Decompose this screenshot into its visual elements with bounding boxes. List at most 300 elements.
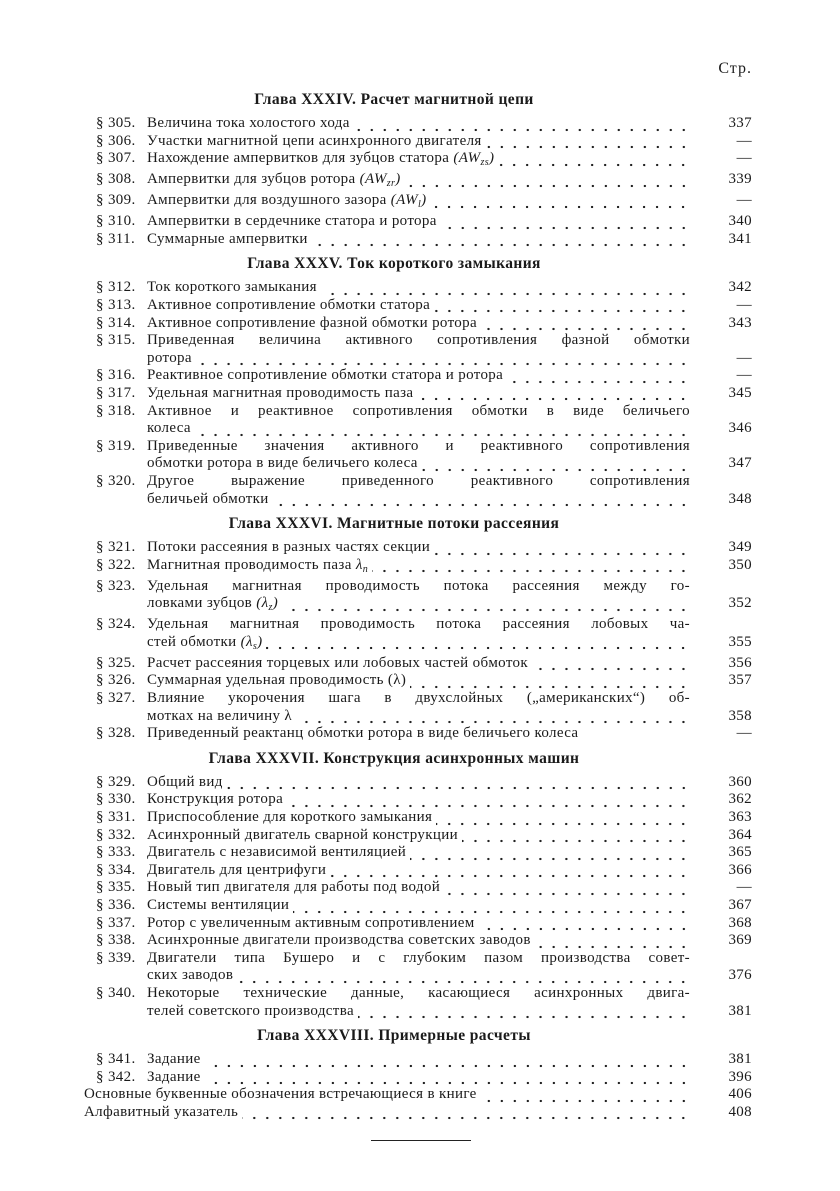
toc-entry-line [96,385,752,403]
dot-leader [481,1086,690,1104]
toc-entry-line [96,616,752,634]
dot-leader [507,367,690,385]
toc-entry [96,879,752,897]
toc-entry [96,578,752,617]
toc-entry-line [96,279,752,297]
formula-symbol: $(\lambda_s)$ [236,633,263,652]
formula-symbol: $(AW_{zr})$ [355,171,401,190]
formula-symbol [352,557,368,573]
toc-entry [96,897,752,915]
toc-entry-line [96,367,752,385]
toc-entry [96,791,752,809]
dot-leader [312,231,690,249]
page-number: 352 [728,595,752,612]
section-number: § 330. [96,791,136,808]
page-number: 406 [728,1086,752,1103]
page-number: — [736,349,752,366]
toc-body [84,89,752,1122]
toc-entry [96,932,752,950]
section-number: § 322. [96,556,136,573]
section-title-text: ротора [147,349,192,366]
section-title [147,1069,201,1087]
toc-entry-line [96,403,752,421]
section-number: § 333. [96,844,136,861]
section-title [147,455,418,473]
dot-leader [205,1051,690,1069]
chapter-section [96,89,752,248]
page-number: 349 [728,539,752,556]
dot-leader [486,133,690,151]
toc-entry-line [96,915,752,933]
section-title [147,367,503,385]
page-number: 345 [728,384,752,401]
section-title-text: стей обмотки [147,633,237,650]
section-number: § 328. [96,725,136,742]
section-number: § 342. [96,1068,136,1085]
section-title-text: Нахождение ампервитков для зубцов статора [147,150,450,167]
section-number: § 320. [96,472,136,489]
toc-entry-line [96,862,752,880]
section-number: § 329. [96,773,136,790]
section-title-text: Основные буквенные обозначения встречающиеся в книге [84,1086,477,1103]
section-number: § 308. [96,171,136,188]
section-title [147,213,437,231]
toc-entry-line [96,332,752,350]
section-number: § 324. [96,616,136,633]
section-title-text: Задание [147,1068,201,1085]
dot-leader [354,115,690,133]
toc-entry-line [96,725,752,743]
section-title-text: Приведенная величина активного сопротивления фазной обмотки [147,332,690,349]
page-number: — [736,192,752,209]
page-number: 339 [728,171,752,188]
section-title [147,616,690,634]
section-number: § 340. [96,984,136,1001]
toc-entry-line [96,491,752,509]
section-title [147,655,528,673]
page-number: 368 [728,914,752,931]
section-title-text: обмотки ротора в виде беличьего колеса [147,455,418,472]
toc-entry-line [96,315,752,333]
toc-entry-line [96,634,752,655]
toc-entry [96,438,752,473]
section-title [147,279,317,297]
toc-entry-line [96,231,752,249]
section-title-text: Ампервитки в сердечнике статора и ротора [147,213,437,230]
dot-leader [293,897,690,915]
section-number: § 335. [96,879,136,896]
section-title [147,403,690,421]
section-title-text: Ток короткого замыкания [147,279,317,296]
section-number: § 323. [96,577,136,594]
section-title [147,967,233,985]
chapter-section [96,253,752,508]
section-title-text: Приведенные значения активного и реактивного сопротивления [147,437,690,454]
toc-entry [96,655,752,673]
section-title-text: Потоки рассеяния в разных частях секции [147,539,431,556]
chapter-section [84,1025,752,1121]
toc-entry-line [96,708,752,726]
section-title [147,1003,354,1021]
toc-entry-line [96,213,752,231]
toc-entry-line [96,539,752,557]
section-title [147,862,326,880]
section-title-text: Другое выражение приведенного реактивного сопротивления [147,472,690,489]
dot-leader [266,634,690,652]
section-number: § 337. [96,914,136,931]
toc-entry-line [96,473,752,491]
toc-entry-line [96,150,752,171]
page-number: 381 [728,1002,752,1019]
section-title-text: Некоторые технические данные, касающиеся асинхронных двига- [147,984,690,1001]
dot-leader [296,708,690,726]
chapter-title: Глава XXXVII. Конструкция асинхронных машин [208,749,580,767]
section-title-text: Удельная магнитная проводимость потока рассеяния лобовых ча- [147,616,690,633]
toc-entry [96,539,752,557]
toc-entry [96,315,752,333]
section-number: § 327. [96,690,136,707]
section-title-text: ских заводов [147,967,234,984]
section-title [147,438,690,456]
section-title [147,315,477,333]
toc-entry-line [96,115,752,133]
section-number: § 338. [96,932,136,949]
dot-leader [405,171,690,189]
section-title-text: Реактивное сопротивление обмотки статора и ротора [147,367,504,384]
section-title-text: Ротор с увеличенным активным сопротивлением [147,914,475,931]
toc-entry-line [96,827,752,845]
toc-entry [96,115,752,133]
section-title [147,809,432,827]
section-title-text: Асинхронные двигатели производства советских заводов [147,932,531,949]
dot-leader [535,932,690,950]
chapter-title: Глава XXXIV. Расчет магнитной цепи [254,91,534,108]
toc-entry [96,1069,752,1087]
dot-leader [195,420,690,438]
page-number: 357 [728,672,752,689]
toc-entry-line [96,171,752,192]
toc-entry [96,213,752,231]
section-number: § 332. [96,826,136,843]
section-title-text: ловками зубцов [147,595,253,612]
section-title [147,985,690,1003]
toc-entry [96,844,752,862]
section-number: § 314. [96,314,136,331]
formula-subscript: n [362,563,369,575]
section-title-text: телей советского производства [147,1002,354,1019]
section-title [147,171,401,189]
formula-main: λ [355,556,363,573]
dot-leader [372,557,690,575]
page-number: 355 [728,633,752,650]
toc-entry-line [96,791,752,809]
formula-symbol: $(AW_{zs})$ [449,150,495,169]
toc-entry-line [96,655,752,673]
chapter-section [96,513,752,743]
page-number: 364 [728,826,752,843]
section-title [147,774,223,792]
section-number: § 321. [96,539,136,556]
section-title-text: Активное сопротивление фазной обмотки ротора [147,314,477,331]
toc-entry-line [96,455,752,473]
section-title [147,827,458,845]
toc-entry-line [96,1003,752,1021]
section-title [147,150,494,168]
section-title [147,578,690,596]
section-number: § 313. [96,296,136,313]
toc-entry [96,774,752,792]
formula-symbol: $(\lambda_z)$ [252,595,279,614]
page-number: 381 [728,1051,752,1068]
section-title-text: мотках на величину λ [147,707,293,724]
page-number: 360 [728,773,752,790]
toc-entry [96,1051,752,1069]
section-title [147,385,413,403]
dot-leader [227,774,690,792]
dot-leader [287,791,690,809]
section-title-text: Приведенный реактанц обмотки ротора в виде беличьего колеса [147,725,579,742]
section-number: § 318. [96,402,136,419]
section-title [147,1051,201,1069]
section-number: § 326. [96,672,136,689]
toc-entry-line [96,297,752,315]
toc-entry [96,985,752,1020]
page-number: 337 [728,115,752,131]
toc-entry-line [96,774,752,792]
page-number: 358 [728,707,752,724]
section-title [147,332,690,350]
toc-entry [96,385,752,403]
dot-leader [532,655,690,673]
toc-entry [84,1103,752,1122]
toc-entry-line [96,350,752,368]
section-title-text: Двигатели типа Бушеро и с глубоким пазом производства совет- [147,949,690,966]
section-title-text: Конструкция ротора [147,791,284,808]
section-title-text: Ампервитки для зубцов ротора [147,171,356,188]
page-number: — [736,725,752,742]
page-number: 356 [728,654,752,671]
section-title [147,420,191,438]
toc-entry [96,557,752,578]
section-number: § 311. [96,230,136,247]
chapter-title: Глава XXXV. Ток короткого замыкания [247,255,541,273]
section-number: § 306. [96,132,136,149]
section-number: § 310. [96,213,136,230]
section-title [84,1086,477,1104]
dot-leader [321,279,690,297]
table-of-contents [84,60,752,1122]
section-title-text: Величина тока холостого хода [147,115,350,131]
section-title [147,897,289,915]
section-title [147,115,350,133]
dot-leader [498,150,690,168]
dot-leader [422,455,690,473]
section-title [147,708,292,726]
dot-leader [273,491,690,509]
toc-entry-line [96,578,752,596]
toc-entry [96,809,752,827]
section-title-text: Удельная магнитная проводимость паза [147,384,414,401]
toc-entry-line [96,420,752,438]
section-title [147,844,406,862]
formula-symbol: $(AW_l)$ [386,192,427,211]
section-number: § 325. [96,654,136,671]
toc-entry-line [96,133,752,151]
dot-leader [242,1104,690,1122]
toc-entry [96,473,752,508]
toc-entry [96,862,752,880]
page-number: — [736,296,752,313]
section-title-text: колеса [147,420,191,437]
toc-entry-line [96,809,752,827]
section-title-text: Влияние укорочения шага в двухслойных („американских“) об- [147,690,690,707]
section-title-text: Ампервитки для воздушного зазора [147,192,387,209]
section-title [147,595,278,613]
dot-leader [417,385,690,403]
chapter-title: Глава XXXVI. Магнитные потоки рассеяния [228,515,560,533]
section-title-text: Суммарные ампервитки [147,230,308,247]
page-number: 348 [728,490,752,507]
dot-leader [462,827,690,845]
toc-entry [96,332,752,367]
formula-subscript: l [417,199,422,211]
end-rule-divider [371,1140,471,1141]
section-title-text: Асинхронный двигатель сварной конструкции [147,826,459,843]
page-number: 369 [728,932,752,949]
section-title-text: беличьей обмотки [147,490,269,507]
page-number: 408 [728,1103,752,1120]
dot-leader [479,915,690,933]
toc-entry-line [96,1051,752,1069]
page-number: — [736,150,752,167]
dot-leader [410,844,690,862]
section-title [147,557,368,575]
page-number: 367 [728,897,752,913]
section-title-text: Алфавитный указатель [84,1103,239,1120]
toc-entry [96,171,752,192]
section-number: § 312. [96,279,136,296]
formula-main: AW [458,150,481,167]
toc-entry-line [96,950,752,968]
page-number: 365 [728,844,752,861]
page-number: 341 [728,230,752,247]
toc-entry-line [96,1069,752,1087]
toc-entry [96,616,752,655]
toc-entry-line [96,438,752,456]
toc-entry [96,725,752,743]
toc-entry [96,403,752,438]
toc-entry-line [84,1103,752,1122]
section-title-text: Удельная магнитная проводимость потока рассеяния между го- [147,577,690,594]
dot-leader [481,315,690,333]
section-title-text: Системы вентиляции [147,897,290,913]
section-title [147,690,690,708]
section-title-text: Суммарная удельная проводимость (λ) [147,672,407,689]
page-column-label: Стр. [718,60,752,77]
section-title [147,297,430,315]
toc-entry-line [96,192,752,213]
section-title-text: Задание [147,1051,201,1068]
section-title [84,1104,238,1122]
toc-entry [96,231,752,249]
dot-leader [444,879,690,897]
section-number: § 317. [96,384,136,401]
page-number: 346 [728,420,752,437]
chapter-title: Глава XXXVIII. Примерные расчеты [257,1027,531,1045]
page-number: 366 [728,861,752,878]
section-title [147,879,440,897]
toc-entry [96,133,752,151]
toc-entry-line [96,844,752,862]
section-title [147,915,475,933]
section-title [147,133,482,151]
toc-entry [96,367,752,385]
dot-leader [436,809,690,827]
section-title [147,231,308,249]
page-number: — [736,879,752,896]
section-title [147,672,406,690]
section-title-text: Расчет рассеяния торцевых или лобовых частей обмоток [147,654,529,671]
dot-leader [410,672,690,690]
section-title-text: Двигатель для центрифуги [147,861,327,878]
toc-entry-line [96,932,752,950]
leader-spacer [582,725,690,743]
toc-entry-line [96,985,752,1003]
page-number: 340 [728,213,752,230]
page-number: — [736,132,752,149]
toc-entry [96,950,752,985]
section-title-text: Участки магнитной цепи асинхронного двигателя [147,132,482,149]
page-number: — [736,367,752,384]
toc-entry [96,915,752,933]
dot-leader [282,595,690,613]
section-title [147,950,690,968]
section-number: § 336. [96,897,136,913]
toc-entry-line [96,672,752,690]
toc-entry [96,690,752,725]
toc-entry-line [96,690,752,708]
section-title [147,350,192,368]
dot-leader [196,350,690,368]
toc-entry [96,672,752,690]
page-number: 350 [728,556,752,573]
toc-entry-line [96,557,752,578]
section-title-text: Активное сопротивление обмотки статора [147,296,431,313]
page-number: 342 [728,279,752,296]
toc-entry [96,279,752,297]
formula-main: AW [396,192,418,209]
chapter-section [96,748,752,1020]
section-number: § 319. [96,437,136,454]
page-number: 347 [728,455,752,472]
formula-subscript: zr [386,178,396,190]
toc-entry [84,1086,752,1104]
section-title-text: Двигатель с независимой вентиляцией [147,844,407,861]
dot-leader [434,297,690,315]
dot-leader [330,862,690,880]
section-title-text: Приспособление для короткого замыкания [147,809,433,826]
section-title [147,539,430,557]
section-title [147,634,262,652]
dot-leader [205,1069,690,1087]
formula-subscript: zs [480,157,489,169]
section-title-text: Общий вид [147,773,223,790]
section-number: § 341. [96,1051,136,1068]
toc-entry-line [84,1086,752,1104]
section-title [147,932,531,950]
section-title-text: Новый тип двигателя для работы под водой [147,879,441,896]
section-number: § 316. [96,367,136,384]
